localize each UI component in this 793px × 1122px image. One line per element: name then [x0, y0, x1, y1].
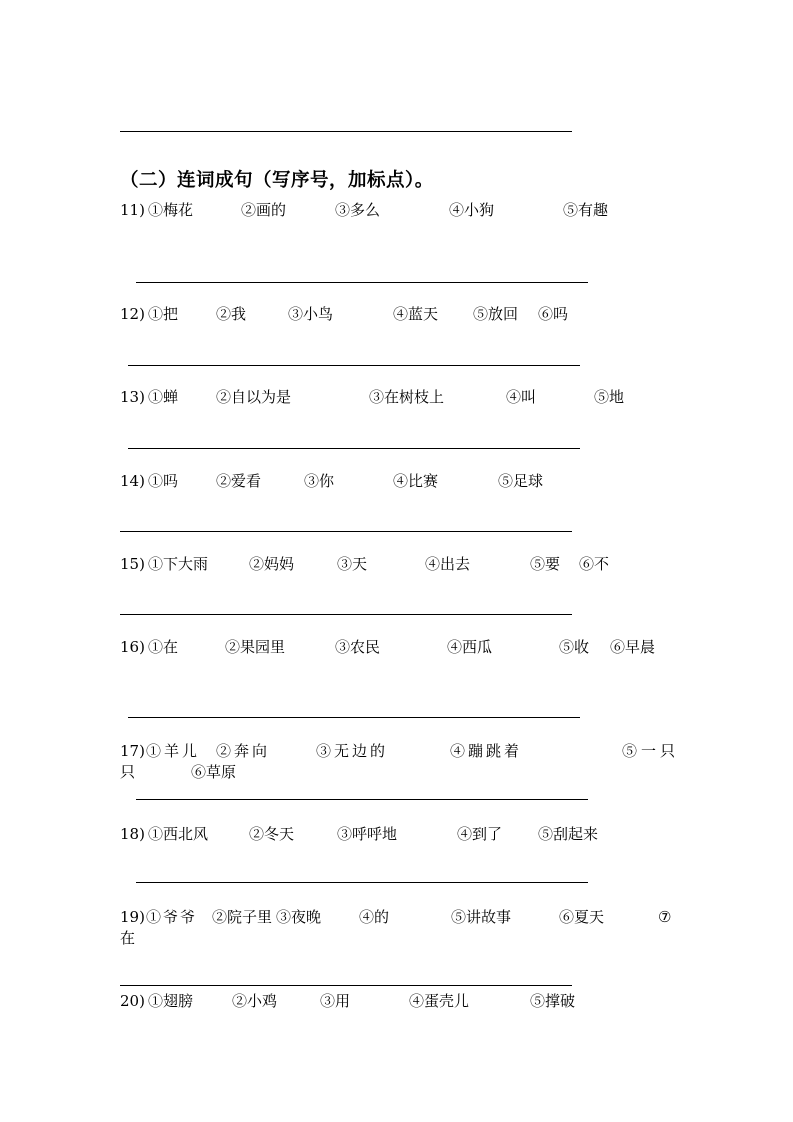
question-number: 14)	[120, 472, 145, 490]
word-option: ②小鸡	[232, 992, 278, 1010]
question-number: 12)	[120, 305, 145, 323]
word-option: ⑤收	[559, 638, 590, 656]
word-option: ③呼呼地	[337, 825, 398, 843]
word-option: ①羊儿	[146, 742, 201, 760]
word-option: ①爷爷	[146, 908, 198, 926]
word-option: ②奔向	[216, 742, 271, 760]
section-title: （二）连词成句（写序号，加标点）。	[120, 170, 434, 191]
word-option: ④到了	[457, 825, 503, 843]
word-option: ③你	[304, 472, 335, 490]
answer-line[interactable]	[136, 282, 588, 283]
word-option: ②我	[216, 305, 247, 323]
wrapped-text: 只	[120, 763, 136, 781]
answer-line[interactable]	[120, 614, 572, 615]
word-option: ⑤讲故事	[451, 908, 512, 926]
word-option: ①梅花	[148, 201, 194, 219]
question-number: 11)	[120, 201, 145, 219]
word-option: ⑤足球	[498, 472, 544, 490]
word-option: ④比赛	[393, 472, 439, 490]
word-option: ⑥夏天	[559, 908, 605, 926]
word-option: ④小狗	[449, 201, 495, 219]
answer-line[interactable]	[128, 365, 580, 366]
word-option: ⑦	[658, 908, 672, 926]
word-option: ①下大雨	[148, 555, 209, 573]
word-option: ③用	[320, 992, 351, 1010]
word-option: ⑤有趣	[563, 201, 609, 219]
wrapped-text: 在	[120, 929, 136, 947]
answer-line[interactable]	[128, 717, 580, 718]
word-option: ①翅膀	[148, 992, 194, 1010]
word-option: ④西瓜	[447, 638, 493, 656]
question-number: 16)	[120, 638, 145, 656]
word-option: ⑤放回	[473, 305, 519, 323]
word-option: ①吗	[148, 472, 179, 490]
word-option: ①西北风	[148, 825, 209, 843]
question-number: 19)	[120, 908, 145, 926]
word-option: ③农民	[335, 638, 381, 656]
word-option: ①蝉	[148, 388, 179, 406]
word-option: ②院子里	[212, 908, 273, 926]
word-option: ②冬天	[249, 825, 295, 843]
word-option: ⑤撑破	[530, 992, 576, 1010]
answer-line[interactable]	[136, 882, 588, 883]
question-number: 18)	[120, 825, 145, 843]
word-option: ④的	[359, 908, 390, 926]
word-option: ④叫	[506, 388, 537, 406]
word-option: ④蛋壳儿	[409, 992, 470, 1010]
question-number: 17)	[120, 742, 145, 760]
word-option: ②果园里	[225, 638, 286, 656]
word-option: ②妈妈	[249, 555, 295, 573]
word-option: ①在	[148, 638, 179, 656]
word-option: ③无边的	[316, 742, 389, 760]
word-option: ⑤地	[594, 388, 625, 406]
word-option: ②爱看	[216, 472, 262, 490]
word-option: ⑥不	[579, 555, 610, 573]
word-option: ③小鸟	[288, 305, 334, 323]
word-option: ③在树枝上	[369, 388, 445, 406]
word-option: ④出去	[425, 555, 471, 573]
word-option: ③天	[337, 555, 368, 573]
answer-line[interactable]	[120, 985, 572, 986]
word-option: ⑤一只	[622, 742, 680, 760]
word-option: ⑥吗	[538, 305, 569, 323]
answer-line[interactable]	[136, 799, 588, 800]
question-number: 20)	[120, 992, 145, 1010]
word-option: ④蓝天	[393, 305, 439, 323]
word-option: ①把	[148, 305, 179, 323]
word-option: ②画的	[241, 201, 287, 219]
question-number: 15)	[120, 555, 145, 573]
answer-line[interactable]	[120, 531, 572, 532]
answer-line[interactable]	[120, 131, 572, 132]
word-option: ⑥草原	[191, 763, 237, 781]
question-number: 13)	[120, 388, 145, 406]
word-option: ⑥早晨	[610, 638, 656, 656]
word-option: ⑤刮起来	[538, 825, 599, 843]
word-option: ②自以为是	[216, 388, 292, 406]
word-option: ③多么	[335, 201, 381, 219]
answer-line[interactable]	[128, 448, 580, 449]
word-option: ④蹦跳着	[450, 742, 523, 760]
word-option: ⑤要	[530, 555, 561, 573]
word-option: ③夜晚	[276, 908, 322, 926]
